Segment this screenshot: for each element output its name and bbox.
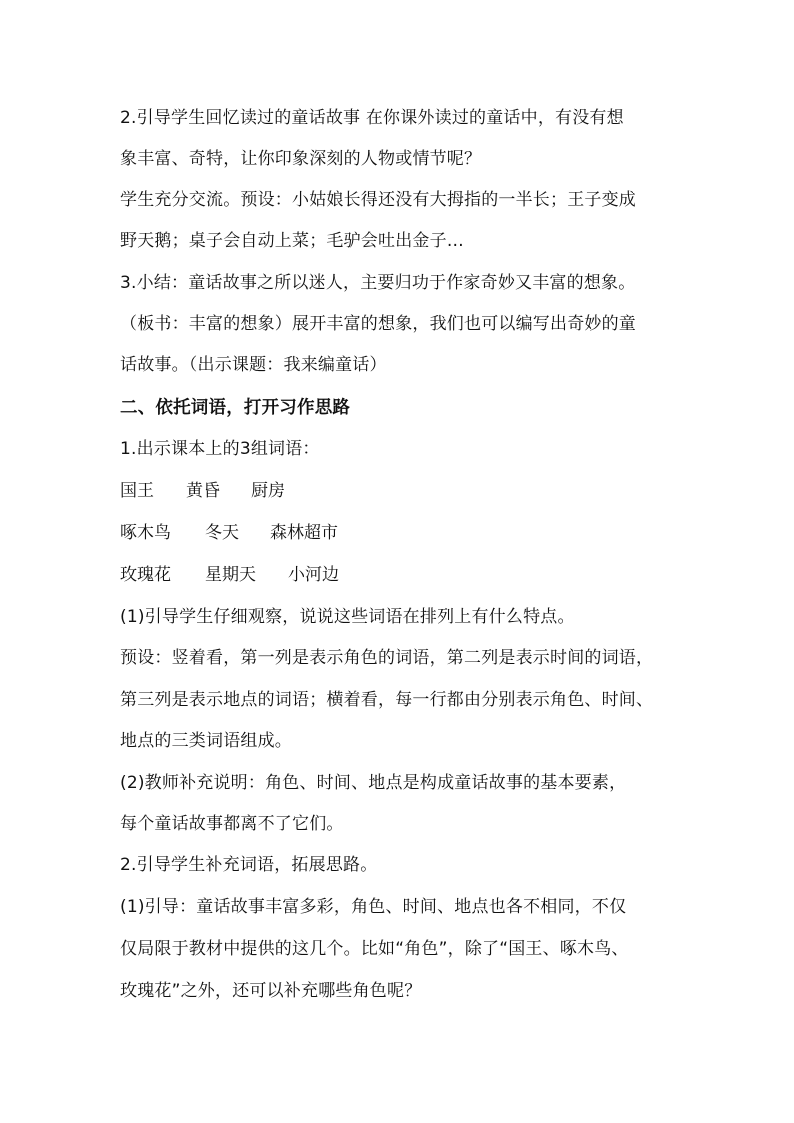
- word-place: 厨房: [251, 481, 285, 501]
- paragraph-line: 象丰富、奇特，让你印象深刻的人物或情节呢？: [120, 149, 482, 169]
- word-time: 冬天: [205, 523, 239, 543]
- paragraph-line: 预设：竖着看，第一列是表示角色的词语，第二列是表示时间的词语，: [120, 648, 654, 668]
- word-role: 玫瑰花: [120, 565, 171, 585]
- paragraph-line: 学生充分交流。预设：小姑娘长得还没有大拇指的一半长；王子变成: [120, 190, 636, 210]
- paragraph-line: (1)引导学生仔细观察，说说这些词语在排列上有什么特点。: [120, 607, 575, 627]
- section-heading: 二、依托词语，打开习作思路: [120, 398, 351, 418]
- paragraph-line: 话故事。（出示课题：我来编童话）: [120, 355, 387, 375]
- paragraph-line: 每个童话故事都离不了它们。: [120, 814, 344, 834]
- paragraph-line: 仅局限于教材中提供的这几个。比如“角色”，除了“国王、啄木鸟、: [120, 939, 629, 959]
- word-time: 黄昏: [186, 481, 220, 501]
- word-role: 国王: [120, 481, 154, 501]
- paragraph-line: 野天鹅；桌子会自动上菜；毛驴会吐出金子…: [120, 231, 464, 251]
- paragraph-line: 玫瑰花”之外，还可以补充哪些角色呢？: [120, 981, 422, 1001]
- paragraph-line: 2.引导学生回忆读过的童话故事 在你课外读过的童话中，有没有想: [120, 108, 624, 128]
- paragraph-line: 2.引导学生补充词语，拓展思路。: [120, 855, 378, 875]
- word-row-3: [120, 563, 420, 587]
- word-place: 森林超市: [270, 523, 338, 543]
- word-place: 小河边: [288, 565, 339, 585]
- paragraph-line: (1)引导：童话故事丰富多彩，角色、时间、地点也各不相同，不仅: [120, 897, 627, 917]
- word-row-2: [120, 521, 420, 545]
- paragraph-line: (2)教师补充说明：角色、时间、地点是构成童话故事的基本要素，: [120, 773, 627, 793]
- word-row-1: [120, 479, 420, 503]
- intro-line: 1.出示课本上的3组词语：: [120, 439, 320, 459]
- paragraph-line: 3.小结：童话故事之所以迷人，主要归功于作家奇妙又丰富的想象。: [120, 273, 636, 293]
- paragraph-line: （板书：丰富的想象）展开丰富的想象，我们也可以编写出奇妙的童: [120, 314, 636, 334]
- paragraph-line: 地点的三类词语组成。: [120, 731, 292, 751]
- word-time: 星期天: [205, 565, 256, 585]
- paragraph-line: 第三列是表示地点的词语；横着看，每一行都由分别表示角色、时间、: [120, 690, 654, 710]
- word-role: 啄木鸟: [120, 523, 171, 543]
